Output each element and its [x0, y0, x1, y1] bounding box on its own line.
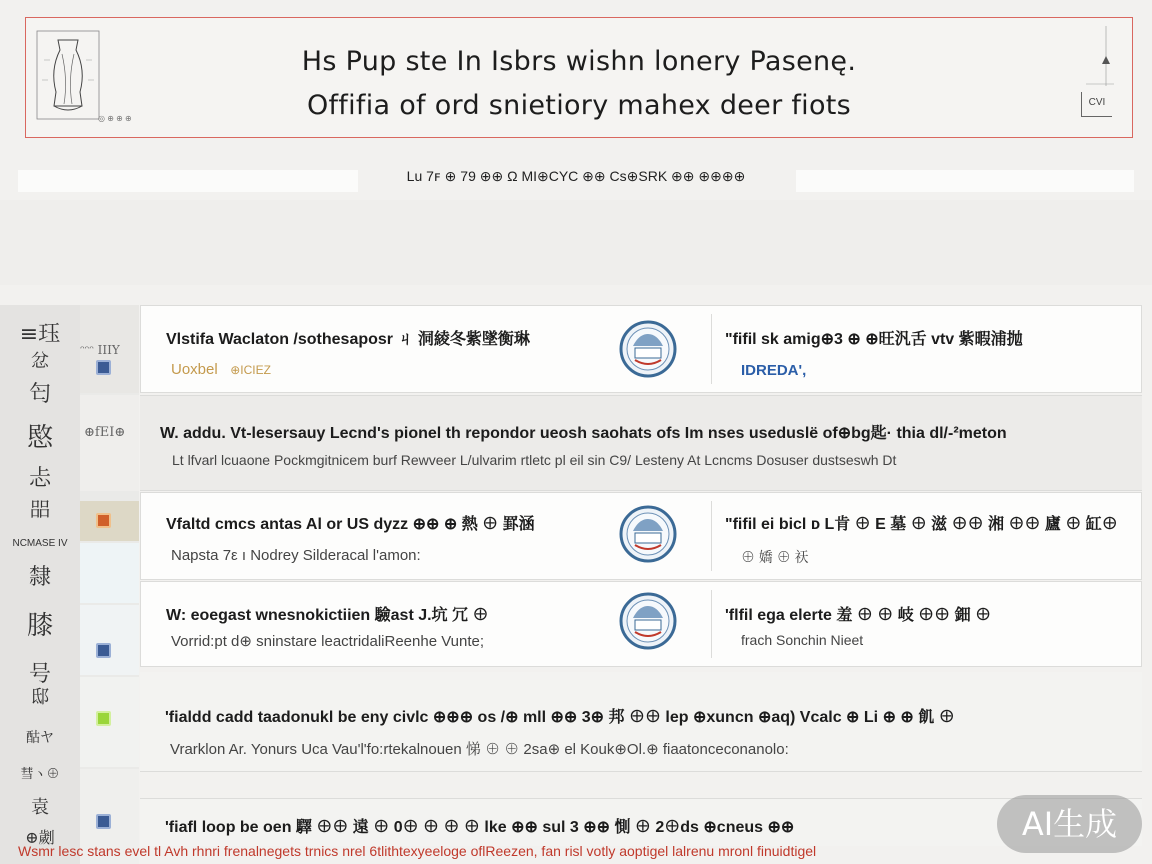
list-item[interactable]: [140, 581, 1142, 667]
sidebar-glyph[interactable]: ≡珏: [19, 322, 61, 347]
doc-icon[interactable]: [96, 711, 111, 726]
item-title[interactable]: W. addu. Vt-lesersauy Lecnd's pionel th repondor ueosh saohats ofs Im nses useduslë of⊕bg匙· thia dl/-²meton: [160, 425, 1007, 442]
header-meta: Lu 7ꜰ ⊕ 79 ⊕⊕ Ω MI⊕CYC ⊕⊕ Cs⊕SRK ⊕⊕ ⊕⊕⊕⊕: [406, 168, 746, 184]
scroll-up-icon[interactable]: [1084, 24, 1116, 88]
sidebar-glyph[interactable]: 号: [28, 662, 51, 687]
header-banner: [25, 17, 1133, 138]
list-item[interactable]: [140, 798, 1142, 846]
spacer-band: [0, 200, 1152, 285]
sidebar-glyph[interactable]: 㗊: [30, 497, 50, 521]
list-item[interactable]: [140, 672, 1142, 772]
gutter-label: ⊕fEI⊕: [84, 425, 126, 440]
item-side-summary: frach Sonchin Nieet: [741, 632, 864, 648]
item-title[interactable]: Vlstifa Waclaton /sothesaposr ㄐ 洞綾冬紫墜衡琳: [166, 331, 530, 348]
item-tag[interactable]: ⊕ICIEZ: [230, 363, 271, 377]
item-side-title[interactable]: 'flfil ega elerte 羞 ⊕ ⊕ 岐 ⊕⊕ 鈿 ⊕: [725, 607, 992, 624]
row-gutter: [80, 305, 139, 864]
sidebar-glyph[interactable]: 邸: [31, 687, 49, 708]
item-summary: Napsta 7ε ı Nodrey Silderacal l'amon:: [171, 547, 421, 564]
item-summary: Vrarklon Ar. Yonurs Uca Vau'l'fo:rtekalnouen 悌 ⊕ ⊕ 2sa⊕ el Kouk⊕Ol.⊕ fiaatonceconanolo:: [170, 741, 789, 758]
ai-generated-badge: AI生成: [997, 795, 1142, 853]
item-side-summary: ⊕ 嬌 ⊕ 祆: [741, 549, 809, 565]
footer-note: Wsmr lesc stans evel tl Avh rhnri frenalnegets trnics nrel 6tlithtexyeeloge oflReezen, fan risl votly aoptigel lalrenu mronl finuidtigel: [18, 843, 817, 859]
page-subtitle: Offifia of ord snietiory mahex deer fiots: [306, 90, 852, 121]
item-side-title[interactable]: "fifil sk amig⊕3 ⊕ ⊕旺汎舌 vtv 紫暇浦抛: [725, 331, 1023, 348]
list-item[interactable]: [140, 305, 1142, 393]
sidebar-glyph[interactable]: 匄: [28, 382, 51, 407]
page-title: Hs Pup ste In Isbrs wishn lonery Pasenę.: [301, 46, 857, 77]
doc-icon[interactable]: [96, 814, 111, 829]
sidebar-label[interactable]: 酤ヤ: [26, 729, 54, 745]
sidebar-section-label: NCMASE IV: [12, 538, 68, 549]
item-title[interactable]: 'fiafl loop be oen 驛 ⊕⊕ 遠 ⊕ 0⊕ ⊕ ⊕ ⊕ lke ⊕⊕ sul 3 ⊕⊕ 惻 ⊕ 2⊕ds ⊕cneus ⊕⊕: [165, 819, 795, 836]
sidebar-glyph[interactable]: 隸: [28, 565, 51, 590]
seal-badge-icon: [619, 505, 677, 563]
list-item[interactable]: [140, 395, 1142, 491]
doc-icon[interactable]: [96, 643, 111, 658]
item-side-tag[interactable]: IDREDA',: [741, 362, 807, 379]
item-title[interactable]: Vfaltd cmcs antas Al or US dyzz ⊕⊕ ⊕ 熱 ⊕ 罫涵: [166, 516, 535, 533]
item-summary: Vorrid:pt d⊕ sninstare leactridaliReenhe Vunte;: [171, 633, 485, 650]
sidebar-label[interactable]: 彗ヽ⊕: [20, 766, 60, 781]
left-sidebar: [0, 305, 81, 864]
sidebar-glyph[interactable]: 忿: [31, 351, 49, 372]
item-tag[interactable]: Uoxbel: [171, 361, 218, 378]
sidebar-glyph[interactable]: 忐: [28, 466, 51, 491]
item-side-title[interactable]: "fifil ei bicl ᴅ L肯 ⊕ E 墓 ⊕ 滋 ⊕⊕ 湘 ⊕⊕ 廬 ⊕ 缸⊕: [725, 516, 1118, 533]
seal-badge-icon: [619, 320, 677, 378]
sidebar-glyph[interactable]: 膝: [26, 611, 53, 641]
item-summary: Lt lfvarl lcuaone Pockmgitnicem burf Rewveer L/ulvarim rtletc pl eil sin C9/ Lesteny At Lcncms Dosuser dustseswh Dt: [172, 452, 897, 468]
doc-icon[interactable]: [96, 513, 111, 528]
seal-badge-icon: [619, 592, 677, 650]
gutter-label: ᵔᵔᵔ IIIY: [80, 343, 120, 357]
corner-stamp: CVI: [1081, 92, 1112, 117]
list-item[interactable]: [140, 492, 1142, 580]
item-title[interactable]: 'fialdd cadd taadonukl be eny civlc ⊕⊕⊕ os /⊕ mll ⊕⊕ 3⊕ 邦 ⊕⊕ lep ⊕xuncn ⊕aq) Vcalc ⊕ Li ⊕ ⊕ 飢 ⊕: [165, 709, 955, 726]
sidebar-glyph[interactable]: 愍: [26, 423, 53, 453]
item-title[interactable]: W: eoegast wnesnokictiien 驗ast J.坑 冗 ⊕: [166, 607, 489, 624]
item-tags: [171, 361, 271, 378]
doc-icon[interactable]: [96, 360, 111, 375]
sidebar-label[interactable]: 袁: [31, 797, 49, 818]
sidebar-label[interactable]: ⊕劌: [25, 828, 55, 847]
figure-caption: ◎ ⊕ ⊕ ⊕: [98, 114, 132, 123]
